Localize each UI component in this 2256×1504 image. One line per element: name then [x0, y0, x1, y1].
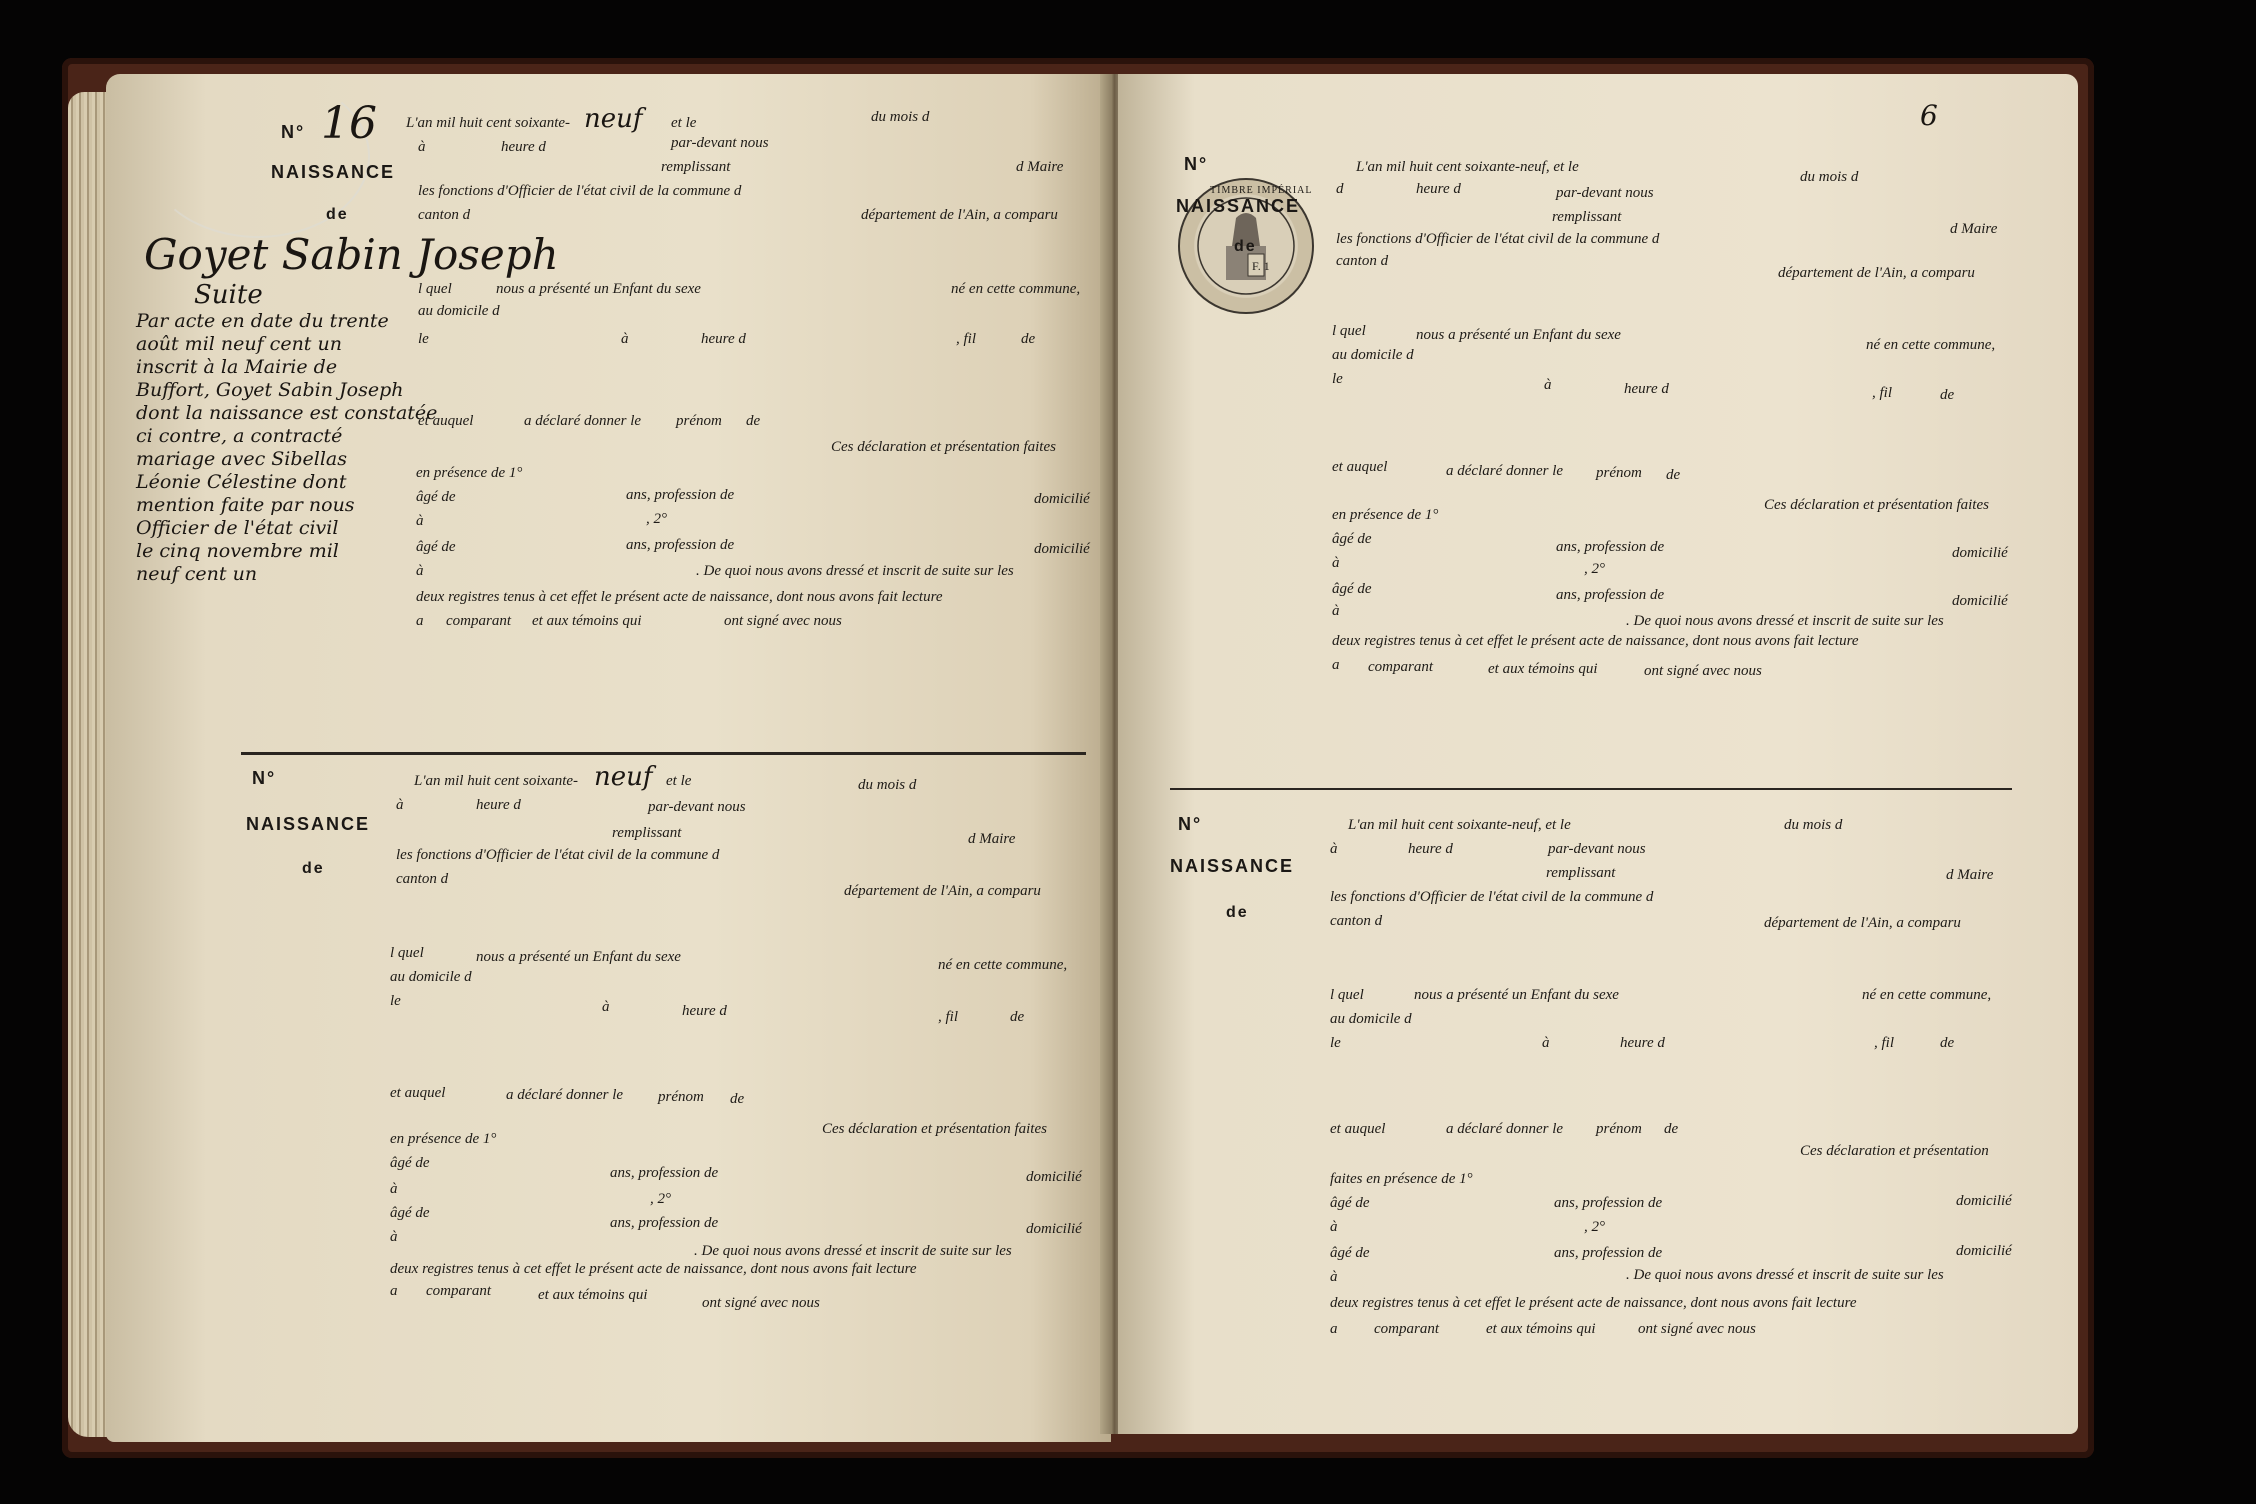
form-line: à: [418, 139, 426, 155]
form-line: , fil: [938, 1009, 959, 1025]
form-line: à: [390, 1181, 398, 1197]
form-line: de: [730, 1091, 745, 1107]
form-line: du mois d: [858, 777, 917, 793]
form-line: d Maire: [1016, 159, 1064, 175]
form-line: à: [1542, 1035, 1550, 1051]
form-line: ans, profession de: [1554, 1245, 1663, 1261]
form-line: les fonctions d'Officier de l'état civil de la commune d: [1330, 889, 1654, 905]
form-line: âgé de: [1332, 581, 1372, 597]
form-line: âgé de: [416, 539, 456, 555]
entry-number-label: N°: [1178, 814, 1203, 834]
form-line: et aux témoins qui: [532, 613, 642, 629]
entry-number-label: N°: [281, 122, 306, 142]
form-line: ont signé avec nous: [1638, 1321, 1756, 1337]
form-line: nous a présenté un Enfant du sexe: [1414, 987, 1619, 1003]
child-name-handwritten: Goyet Sabin Joseph: [144, 230, 559, 279]
form-line: par-devant nous: [671, 135, 769, 151]
form-line: en présence de 1°: [1332, 507, 1439, 523]
form-line: heure d: [501, 139, 546, 155]
form-line: de: [1010, 1009, 1025, 1025]
form-line: faites en présence de 1°: [1330, 1171, 1473, 1187]
form-line: remplissant: [1546, 865, 1616, 881]
suite-handwritten: Suite: [194, 280, 263, 310]
folio-number-handwritten: 6: [1920, 99, 1938, 132]
form-line: de: [746, 413, 761, 429]
form-line: Ces déclaration et présentation faites: [1764, 497, 1989, 513]
form-line: les fonctions d'Officier de l'état civil de la commune d: [1336, 231, 1660, 247]
form-line: et aux témoins qui: [1486, 1321, 1596, 1337]
form-line: âgé de: [1332, 531, 1372, 547]
form-line: à: [1332, 603, 1340, 619]
form-line: prénom: [658, 1089, 704, 1105]
form-line: et auquel: [1330, 1121, 1386, 1137]
form-line: canton d: [1330, 913, 1383, 929]
section-de: de: [302, 860, 325, 877]
form-line: Ces déclaration et présentation faites: [831, 439, 1056, 455]
form-line: ont signé avec nous: [724, 613, 842, 629]
form-line: domicilié: [1952, 545, 2008, 561]
entry-number-handwritten: 16: [321, 98, 377, 149]
form-line: a: [416, 613, 424, 629]
form-line: les fonctions d'Officier de l'état civil de la commune d: [418, 183, 742, 199]
form-line: heure d: [476, 797, 521, 813]
form-line: en présence de 1°: [416, 465, 523, 481]
form-line: à: [1544, 377, 1552, 393]
form-line: et auquel: [418, 413, 474, 429]
form-line: deux registres tenus à cet effet le présent acte de naissance, dont nous avons fait lecture: [416, 589, 943, 605]
form-line: de: [1666, 467, 1681, 483]
form-line: à: [1330, 1269, 1338, 1285]
form-line: le: [418, 331, 429, 347]
form-line: d: [1336, 181, 1344, 197]
form-line: âgé de: [390, 1205, 430, 1221]
form-line: à: [602, 999, 610, 1015]
section-title: NAISSANCE: [271, 162, 396, 182]
form-line: le: [1332, 371, 1343, 387]
form-line: département de l'Ain, a comparu: [1778, 265, 1975, 281]
form-line: , fil: [1874, 1035, 1895, 1051]
year-handwritten: neuf: [594, 762, 653, 792]
form-line: né en cette commune,: [938, 957, 1068, 973]
form-line: Ces déclaration et présentation: [1800, 1143, 1989, 1159]
form-line: le: [1330, 1035, 1341, 1051]
entry-number-label: N°: [1184, 154, 1209, 174]
form-line: . De quoi nous avons dressé et inscrit de suite sur les: [696, 563, 1014, 579]
form-line: âgé de: [416, 489, 456, 505]
form-line: heure d: [1620, 1035, 1665, 1051]
section-de: de: [326, 206, 349, 223]
form-line: ans, profession de: [626, 537, 735, 553]
form-line: domicilié: [1034, 541, 1090, 557]
form-line: à: [621, 331, 629, 347]
form-line: au domicile d: [1332, 347, 1414, 363]
form-line: à: [416, 563, 424, 579]
form-line: à: [396, 797, 404, 813]
form-line: l quel: [418, 281, 452, 297]
form-line: . De quoi nous avons dressé et inscrit de suite sur les: [694, 1243, 1012, 1259]
form-line: et le: [666, 773, 692, 789]
form-line: et le: [671, 115, 697, 131]
form-line: remplissant: [612, 825, 682, 841]
entry-separator: [241, 752, 1086, 755]
form-line: d Maire: [1946, 867, 1994, 883]
form-line: ans, profession de: [1556, 587, 1665, 603]
form-line: les fonctions d'Officier de l'état civil de la commune d: [396, 847, 720, 863]
form-line: ont signé avec nous: [1644, 663, 1762, 679]
form-line: L'an mil huit cent soixante-: [406, 115, 571, 131]
form-line: en présence de 1°: [390, 1131, 497, 1147]
form-line: domicilié: [1956, 1193, 2012, 1209]
form-line: canton d: [396, 871, 449, 887]
form-line: , 2°: [1584, 561, 1605, 577]
form-line: a: [1332, 657, 1340, 673]
form-line: , fil: [1872, 385, 1893, 401]
form-line: l quel: [390, 945, 424, 961]
form-line: et auquel: [1332, 459, 1388, 475]
form-line: , 2°: [646, 511, 667, 527]
form-line: deux registres tenus à cet effet le présent acte de naissance, dont nous avons fait lecture: [390, 1261, 917, 1277]
form-line: ans, profession de: [610, 1215, 719, 1231]
form-line: nous a présenté un Enfant du sexe: [1416, 327, 1621, 343]
form-line: âgé de: [1330, 1245, 1370, 1261]
form-line: prénom: [1596, 465, 1642, 481]
form-line: domicilié: [1952, 593, 2008, 609]
form-line: a: [1330, 1321, 1338, 1337]
form-line: et aux témoins qui: [538, 1287, 648, 1303]
section-title: NAISSANCE: [246, 814, 371, 834]
form-line: a déclaré donner le: [524, 413, 642, 429]
form-line: né en cette commune,: [1866, 337, 1996, 353]
form-line: deux registres tenus à cet effet le présent acte de naissance, dont nous avons fait lecture: [1332, 633, 1859, 649]
form-line: domicilié: [1034, 491, 1090, 507]
form-line: heure d: [682, 1003, 727, 1019]
form-line: . De quoi nous avons dressé et inscrit de suite sur les: [1626, 613, 1944, 629]
margin-note-handwritten: Par acte en date du trente août mil neuf cent un inscrit à la Mairie de Buffort, Goyet Sabin Joseph dont la naissance est constatée ci contre, a contracté mariage avec Sibellas Léonie Célestine dont mention faite par nous Officier de l'état civil le cinq novembre mil neuf cent un: [136, 310, 438, 585]
form-line: L'an mil huit cent soixante-neuf, et le: [1348, 817, 1571, 833]
form-line: à: [416, 513, 424, 529]
form-line: canton d: [1336, 253, 1389, 269]
form-line: ans, profession de: [626, 487, 735, 503]
form-line: de: [1664, 1121, 1679, 1137]
form-line: remplissant: [1552, 209, 1622, 225]
form-line: du mois d: [1800, 169, 1859, 185]
form-line: né en cette commune,: [1862, 987, 1992, 1003]
left-page: [106, 74, 1111, 1442]
form-line: au domicile d: [390, 969, 472, 985]
form-line: a déclaré donner le: [506, 1087, 624, 1103]
form-line: et auquel: [390, 1085, 446, 1101]
form-line: , 2°: [1584, 1219, 1605, 1235]
form-line: a déclaré donner le: [1446, 1121, 1564, 1137]
form-line: comparant: [1374, 1321, 1439, 1337]
form-line: nous a présenté un Enfant du sexe: [476, 949, 681, 965]
form-line: a déclaré donner le: [1446, 463, 1564, 479]
seal-text: TIMBRE IMPÉRIAL: [1210, 185, 1313, 196]
form-line: à: [390, 1229, 398, 1245]
form-line: domicilié: [1026, 1221, 1082, 1237]
right-page: [1118, 74, 2078, 1434]
form-line: âgé de: [390, 1155, 430, 1171]
form-line: ont signé avec nous: [702, 1295, 820, 1311]
form-line: domicilié: [1956, 1243, 2012, 1259]
form-line: a: [390, 1283, 398, 1299]
form-line: prénom: [1596, 1121, 1642, 1137]
form-line: L'an mil huit cent soixante-neuf, et le: [1356, 159, 1579, 175]
form-line: Ces déclaration et présentation faites: [822, 1121, 1047, 1137]
form-line: heure d: [1624, 381, 1669, 397]
form-line: nous a présenté un Enfant du sexe: [496, 281, 701, 297]
form-line: ans, profession de: [610, 1165, 719, 1181]
form-line: à: [1330, 1219, 1338, 1235]
form-line: au domicile d: [1330, 1011, 1412, 1027]
form-line: comparant: [426, 1283, 491, 1299]
entry-number-label: N°: [252, 768, 277, 788]
form-line: de: [1940, 1035, 1955, 1051]
form-line: au domicile d: [418, 303, 500, 319]
form-line: heure d: [1408, 841, 1453, 857]
form-line: L'an mil huit cent soixante-: [414, 773, 579, 789]
form-line: d Maire: [1950, 221, 1998, 237]
form-line: l quel: [1332, 323, 1366, 339]
form-line: par-devant nous: [1548, 841, 1646, 857]
form-line: canton d: [418, 207, 471, 223]
form-line: ans, profession de: [1556, 539, 1665, 555]
form-line: de: [1021, 331, 1036, 347]
form-line: âgé de: [1330, 1195, 1370, 1211]
form-line: remplissant: [661, 159, 731, 175]
form-line: département de l'Ain, a comparu: [1764, 915, 1961, 931]
form-line: heure d: [1416, 181, 1461, 197]
form-line: heure d: [701, 331, 746, 347]
form-line: de: [1940, 387, 1955, 403]
year-handwritten: neuf: [584, 104, 643, 134]
form-line: , fil: [956, 331, 977, 347]
form-line: prénom: [676, 413, 722, 429]
form-line: comparant: [446, 613, 511, 629]
form-line: département de l'Ain, a comparu: [844, 883, 1041, 899]
seal-mark: F. 1: [1252, 259, 1270, 273]
form-line: du mois d: [871, 109, 930, 125]
form-line: par-devant nous: [1556, 185, 1654, 201]
form-line: , 2°: [650, 1191, 671, 1207]
form-line: né en cette commune,: [951, 281, 1081, 297]
section-de: de: [1226, 904, 1249, 921]
form-line: domicilié: [1026, 1169, 1082, 1185]
form-line: comparant: [1368, 659, 1433, 675]
form-line: . De quoi nous avons dressé et inscrit de suite sur les: [1626, 1267, 1944, 1283]
form-line: du mois d: [1784, 817, 1843, 833]
form-line: deux registres tenus à cet effet le présent acte de naissance, dont nous avons fait lecture: [1330, 1295, 1857, 1311]
form-line: l quel: [1330, 987, 1364, 1003]
section-title: NAISSANCE: [1170, 856, 1295, 876]
form-line: à: [1330, 841, 1338, 857]
section-title: NAISSANCE: [1176, 196, 1301, 216]
form-line: d Maire: [968, 831, 1016, 847]
form-line: par-devant nous: [648, 799, 746, 815]
form-line: le: [390, 993, 401, 1009]
form-line: ans, profession de: [1554, 1195, 1663, 1211]
section-de: de: [1234, 238, 1257, 255]
form-line: à: [1332, 555, 1340, 571]
form-line: et aux témoins qui: [1488, 661, 1598, 677]
form-line: département de l'Ain, a comparu: [861, 207, 1058, 223]
entry-separator: [1170, 788, 2012, 790]
